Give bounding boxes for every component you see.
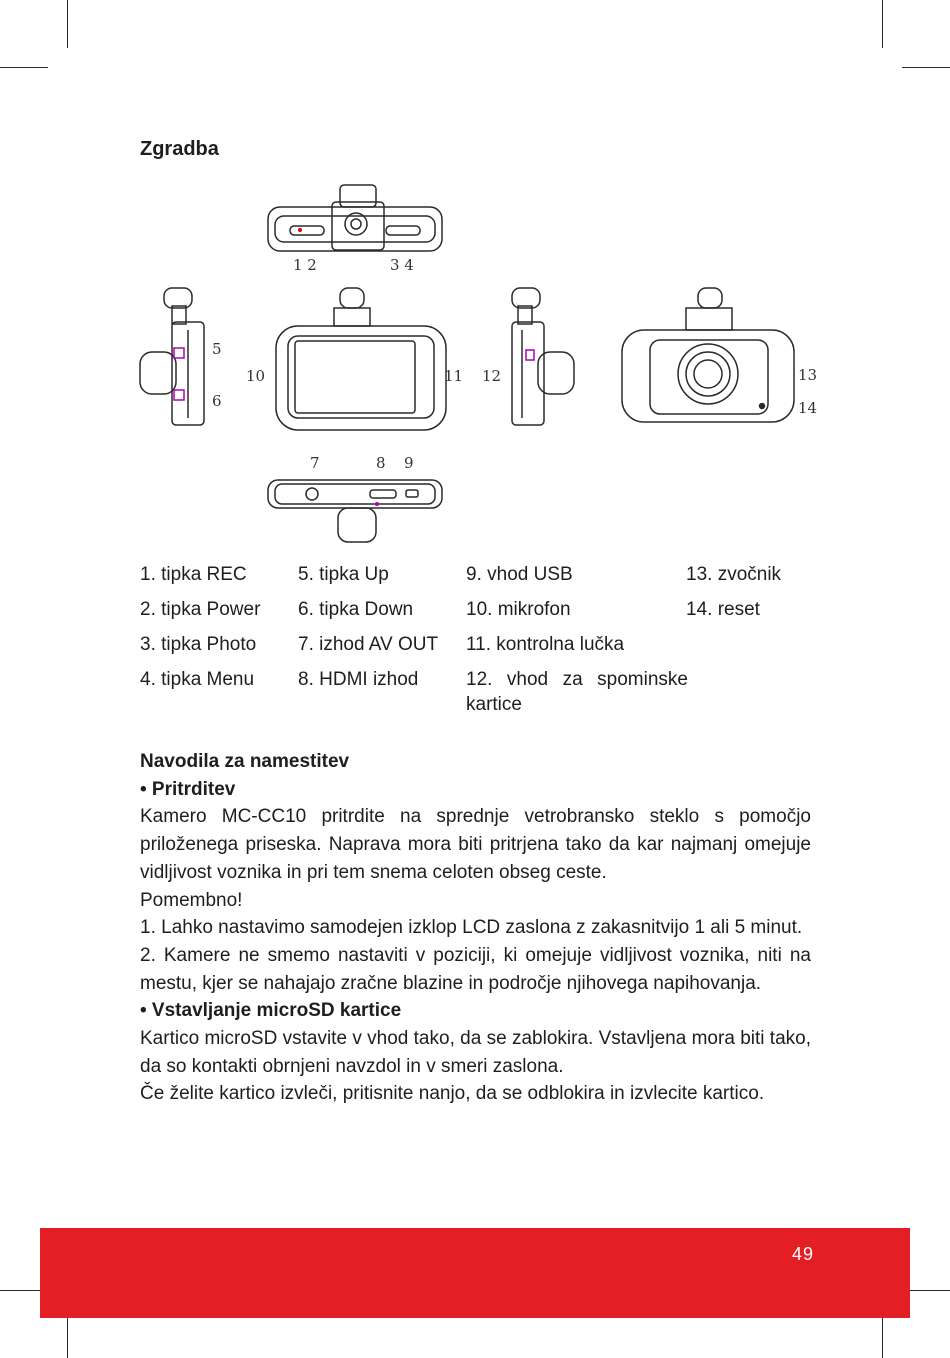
page-number: 49 xyxy=(791,1244,814,1264)
mounting-subheading: • Pritrditev xyxy=(140,778,236,800)
top-view-drawing xyxy=(268,185,442,251)
note-paragraph: 2. Kamere ne smemo nastaviti v poziciji, ki omejuje vidljivost voznika, niti na mestu, kjer se nahajajo zračne blazine in področje njihovega napihovanja. xyxy=(140,944,811,994)
legend-item: 7. izhod AV OUT xyxy=(298,634,439,655)
mounting-paragraph: Kamero MC-CC10 pritrdite na sprednje vetrobransko steklo s pomočjo priloženega priseska. Naprava mora biti pritrjena tako da kar najmanj omejuje vidljivost voznika in pri tem snema celoten obseg ceste. xyxy=(140,806,811,883)
legend-item: 14. reset xyxy=(686,599,760,620)
legend-row xyxy=(140,597,820,632)
callout-label: 10 xyxy=(246,367,266,385)
device-diagram xyxy=(130,180,830,550)
legend-item: 1. tipka REC xyxy=(140,564,247,585)
right-side-view-drawing xyxy=(512,288,574,425)
important-label: Pomembno! xyxy=(140,889,243,911)
front-screen-view-drawing xyxy=(276,288,446,430)
legend-item: 12. vhod za spominske kartice xyxy=(466,669,688,715)
callout-label: 12 xyxy=(482,367,502,385)
callout-label: 7 xyxy=(310,454,320,472)
parts-legend xyxy=(140,562,820,727)
left-side-view-drawing xyxy=(140,288,204,425)
sd-card-subheading: • Vstavljanje microSD kartice xyxy=(140,1000,402,1022)
installation-heading: Navodila za namestitev xyxy=(140,751,350,772)
bottom-view-drawing xyxy=(268,480,442,542)
back-lens-view-drawing xyxy=(622,288,794,422)
legend-row xyxy=(140,667,820,727)
note-paragraph: 1. Lahko nastavimo samodejen izklop LCD zaslona z zakasnitvijo 1 ali 5 minut. xyxy=(140,917,803,939)
callout-label: 6 xyxy=(212,392,222,410)
callout-label: 8 xyxy=(376,454,386,472)
crop-mark xyxy=(882,0,883,48)
sd-card-paragraph: Kartico microSD vstavite v vhod tako, da se zablokira. Vstavljena mora biti tako, da so kontakti obrnjeni navzdol in v smeri zaslona. xyxy=(140,1028,811,1077)
callout-label: 14 xyxy=(798,399,818,417)
crop-mark xyxy=(902,67,950,68)
legend-item: 9. vhod USB xyxy=(466,564,573,585)
callout-label: 1 2 xyxy=(293,256,317,274)
installation-instructions xyxy=(140,748,811,1108)
legend-row xyxy=(140,562,820,597)
callout-label: 5 xyxy=(212,340,222,358)
callout-label: 11 xyxy=(444,367,464,385)
legend-item: 3. tipka Photo xyxy=(140,634,257,655)
legend-item: 10. mikrofon xyxy=(466,599,571,620)
callout-label: 9 xyxy=(404,454,414,472)
crop-mark xyxy=(67,0,68,48)
legend-item: 8. HDMI izhod xyxy=(298,669,419,690)
legend-item: 5. tipka Up xyxy=(298,564,389,585)
callout-label: 13 xyxy=(798,366,818,384)
legend-item: 6. tipka Down xyxy=(298,599,414,620)
legend-item: 11. kontrolna lučka xyxy=(466,634,625,655)
legend-item: 2. tipka Power xyxy=(140,599,261,620)
section-heading: Zgradba xyxy=(140,138,219,160)
legend-item: 13. zvočnik xyxy=(686,564,782,585)
callout-label: 3 4 xyxy=(390,256,414,274)
legend-item: 4. tipka Menu xyxy=(140,669,255,690)
sd-card-paragraph: Če želite kartico izvleči, pritisnite nanjo, da se odblokira in izvlecite kartico. xyxy=(140,1083,765,1105)
crop-mark xyxy=(0,67,48,68)
footer-band xyxy=(40,1228,910,1318)
legend-row xyxy=(140,632,820,667)
